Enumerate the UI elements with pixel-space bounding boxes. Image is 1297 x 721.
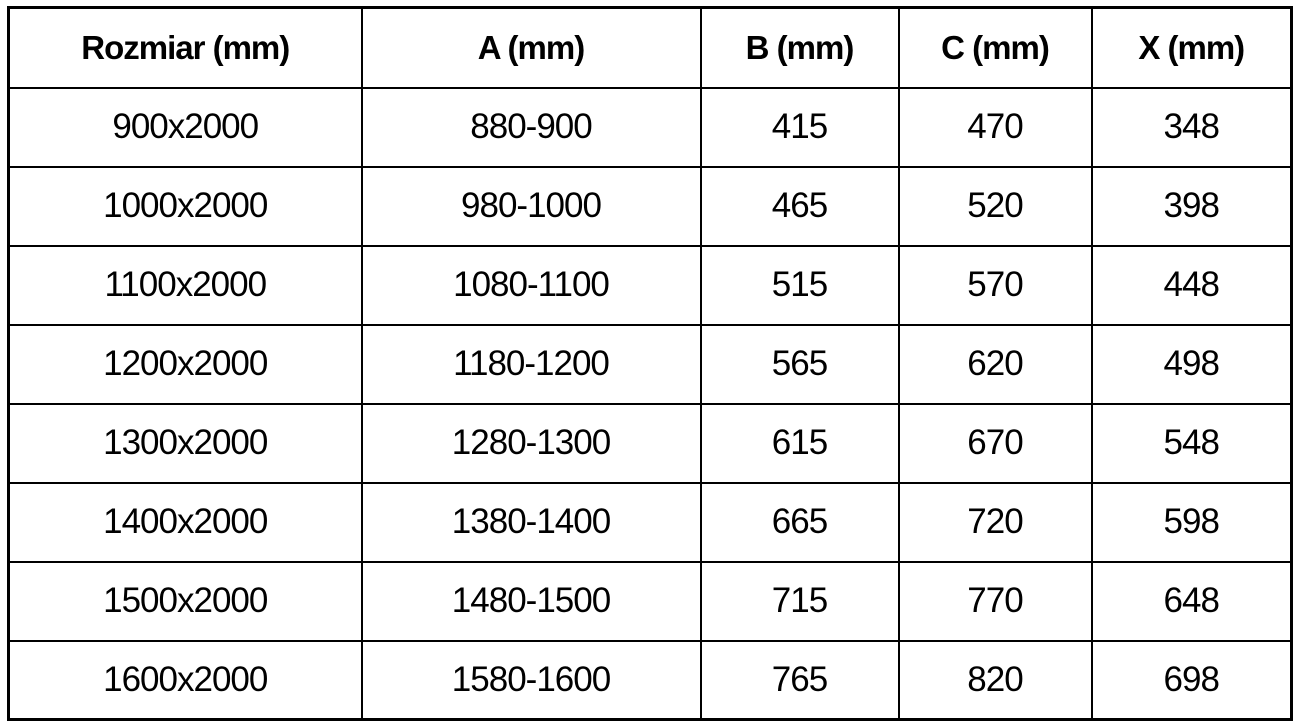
table-row [9, 325, 1292, 404]
table-cell: 570 [899, 246, 1092, 325]
table-cell: 1100x2000 [9, 246, 362, 325]
dimensions-table-container [7, 6, 1293, 721]
table-cell: 515 [701, 246, 899, 325]
table-cell: 1600x2000 [9, 641, 362, 720]
table-row [9, 404, 1292, 483]
dimensions-table [7, 6, 1293, 721]
table-row [9, 562, 1292, 641]
table-cell: 820 [899, 641, 1092, 720]
column-header-c: C (mm) [899, 8, 1092, 88]
table-cell: 398 [1092, 167, 1292, 246]
table-row [9, 641, 1292, 720]
table-cell: 1180-1200 [362, 325, 701, 404]
header-row [9, 8, 1292, 88]
table-cell: 620 [899, 325, 1092, 404]
column-header-rozmiar: Rozmiar (mm) [9, 8, 362, 88]
table-cell: 770 [899, 562, 1092, 641]
table-cell: 1580-1600 [362, 641, 701, 720]
table-cell: 520 [899, 167, 1092, 246]
table-cell: 565 [701, 325, 899, 404]
table-row [9, 246, 1292, 325]
table-cell: 665 [701, 483, 899, 562]
table-cell: 1080-1100 [362, 246, 701, 325]
column-header-a: A (mm) [362, 8, 701, 88]
table-cell: 498 [1092, 325, 1292, 404]
column-header-x: X (mm) [1092, 8, 1292, 88]
table-cell: 1500x2000 [9, 562, 362, 641]
table-cell: 648 [1092, 562, 1292, 641]
table-cell: 880-900 [362, 88, 701, 167]
table-cell: 1300x2000 [9, 404, 362, 483]
table-cell: 715 [701, 562, 899, 641]
table-cell: 1200x2000 [9, 325, 362, 404]
table-cell: 415 [701, 88, 899, 167]
table-cell: 548 [1092, 404, 1292, 483]
table-cell: 670 [899, 404, 1092, 483]
table-cell: 615 [701, 404, 899, 483]
table-cell: 1400x2000 [9, 483, 362, 562]
table-row [9, 88, 1292, 167]
table-cell: 765 [701, 641, 899, 720]
table-cell: 448 [1092, 246, 1292, 325]
table-cell: 1380-1400 [362, 483, 701, 562]
table-row [9, 167, 1292, 246]
table-cell: 980-1000 [362, 167, 701, 246]
table-cell: 465 [701, 167, 899, 246]
table-cell: 1480-1500 [362, 562, 701, 641]
table-cell: 598 [1092, 483, 1292, 562]
table-cell: 900x2000 [9, 88, 362, 167]
table-cell: 348 [1092, 88, 1292, 167]
column-header-b: B (mm) [701, 8, 899, 88]
table-row [9, 483, 1292, 562]
table-cell: 698 [1092, 641, 1292, 720]
table-cell: 1000x2000 [9, 167, 362, 246]
table-cell: 470 [899, 88, 1092, 167]
table-cell: 720 [899, 483, 1092, 562]
table-cell: 1280-1300 [362, 404, 701, 483]
